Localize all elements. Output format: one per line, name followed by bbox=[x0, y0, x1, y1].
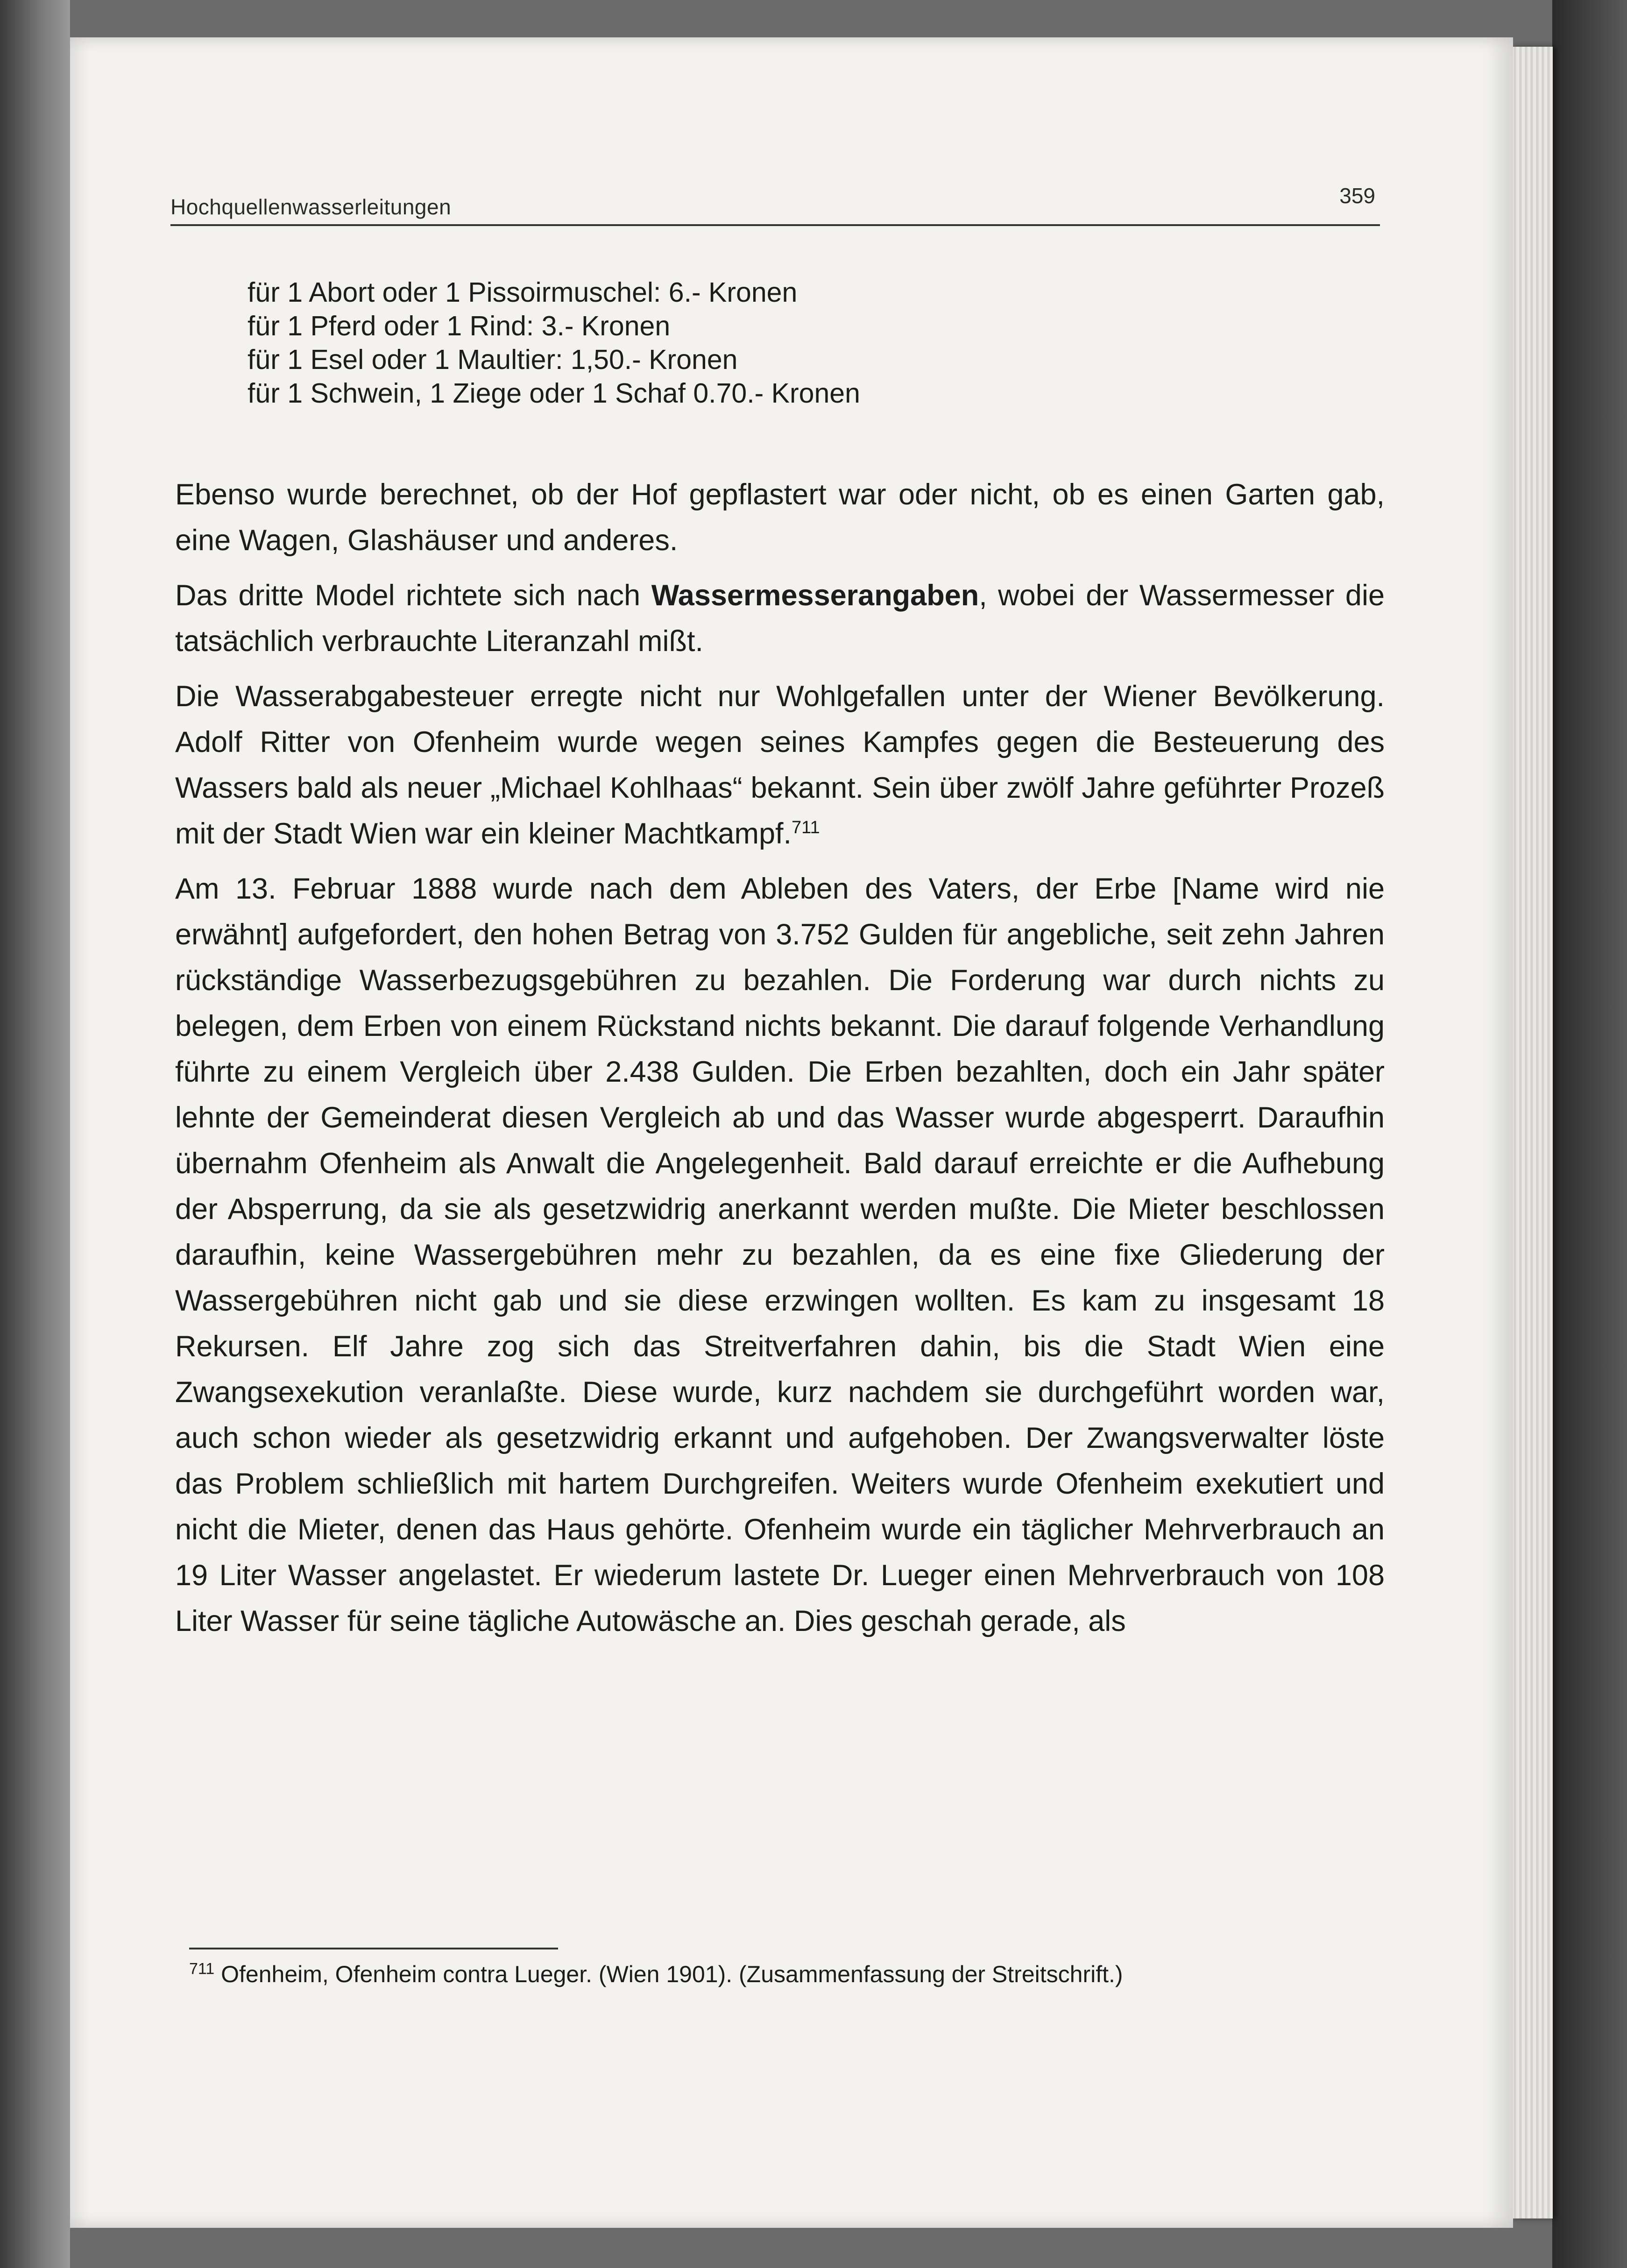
paragraph-text: Das dritte Model richtete sich nach bbox=[175, 579, 651, 612]
paragraph-text: Die Wasserabgabesteuer erregte nicht nur Wohlgefallen unter der Wiener Bevölkerung. Adolf Ritter von Ofenheim wurde wegen seines Kampfes gegen die Besteuerung des Wassers bald als neuer „Michael Kohlhaas“ bekannt. Sein über zwölf Jahre geführter Prozeß mit der Stadt Wien war ein kleiner Machtkampf. bbox=[175, 680, 1385, 850]
paragraph-ofenheim-kohlhaas bbox=[175, 673, 1385, 857]
scan-background-right bbox=[1552, 0, 1627, 2268]
fee-list-item: für 1 Pferd oder 1 Rind: 3.- Kronen bbox=[248, 311, 671, 341]
fee-list-item: für 1 Esel oder 1 Maultier: 1,50.- Kronen bbox=[248, 344, 738, 375]
fee-list-item: für 1 Schwein, 1 Ziege oder 1 Schaf 0.70.- Kronen bbox=[248, 378, 860, 409]
footnote-number: 711 bbox=[189, 1960, 215, 1978]
scan-background-left bbox=[0, 0, 70, 2268]
footnote-reference: 711 bbox=[792, 818, 820, 837]
paragraph-text: , wobei der Wassermesser die tatsächlich verbrauchte Literanzahl mißt. bbox=[175, 579, 1385, 658]
footnote bbox=[189, 1958, 1380, 1991]
bold-term-wassermesserangaben: Wassermesserangaben bbox=[651, 579, 979, 612]
fee-list-item: für 1 Abort oder 1 Pissoirmuschel: 6.- Kronen bbox=[248, 277, 798, 308]
paragraph-hof-garten: Ebenso wurde berechnet, ob der Hof gepflastert war oder nicht, ob es einen Garten gab, eine Wagen, Glashäuser und anderes. bbox=[175, 478, 1385, 557]
footnote-divider bbox=[189, 1948, 558, 1949]
book-page-edges bbox=[1511, 47, 1553, 2218]
running-head-title: Hochquellenwasserleitungen bbox=[170, 195, 452, 219]
footnote-text: Ofenheim, Ofenheim contra Lueger. (Wien 1901). (Zusammenfassung der Streitschrift.) bbox=[221, 1961, 1123, 1987]
body-text bbox=[175, 472, 1385, 1653]
page-number: 359 bbox=[1339, 184, 1375, 208]
paragraph-wassermesser bbox=[175, 573, 1385, 664]
paragraph-streitverfahren: Am 13. Februar 1888 wurde nach dem Ableben des Vaters, der Erbe [Name wird nie erwähnt] aufgefordert, den hohen Betrag von 3.752 Gulden für angebliche, seit zehn Jahren rückständige Wasserbezugsgebühren zu bezahlen. Die Forderung war durch nichts zu belegen, dem Erben von einem Rückstand nichts bekannt. Die darauf folgende Verhandlung führte zu einem Vergleich über 2.438 Gulden. Die Erben bezahlten, doch ein Jahr später lehnte der Gemeinderat diesen Vergleich ab und das Wasser wurde abgesperrt. Daraufhin übernahm Ofenheim als Anwalt die Angelegenheit. Bald darauf erreichte er die Aufhebung der Absperrung, da sie als gesetzwidrig anerkannt werden mußte. Die Mieter beschlossen daraufhin, keine Wassergebühren mehr zu bezahlen, da es eine fixe Gliederung der Wassergebühren nicht gab und sie diese erzwingen wollten. Es kam zu insgesamt 18 Rekursen. Elf Jahre zog sich das Streitverfahren dahin, bis die Stadt Wien eine Zwangsexekution veranlaßte. Diese wurde, kurz nachdem sie durchgeführt worden war, auch schon wieder als gesetzwidrig erkannt und aufgehoben. Der Zwangsverwalter löste das Problem schließlich mit hartem Durchgreifen. Weiters wurde Ofenheim exekutiert und nicht die Mieter, denen das Haus gehörte. Ofenheim wurde ein täglicher Mehrverbrauch an 19 Liter Wasser angelastet. Er wiederum lastete Dr. Lueger einen Mehrverbrauch von 108 Liter Wasser für seine tägliche Autowäsche an. Dies geschah gerade, als bbox=[175, 872, 1385, 1637]
fee-list bbox=[248, 276, 1322, 410]
running-head bbox=[170, 177, 1380, 226]
